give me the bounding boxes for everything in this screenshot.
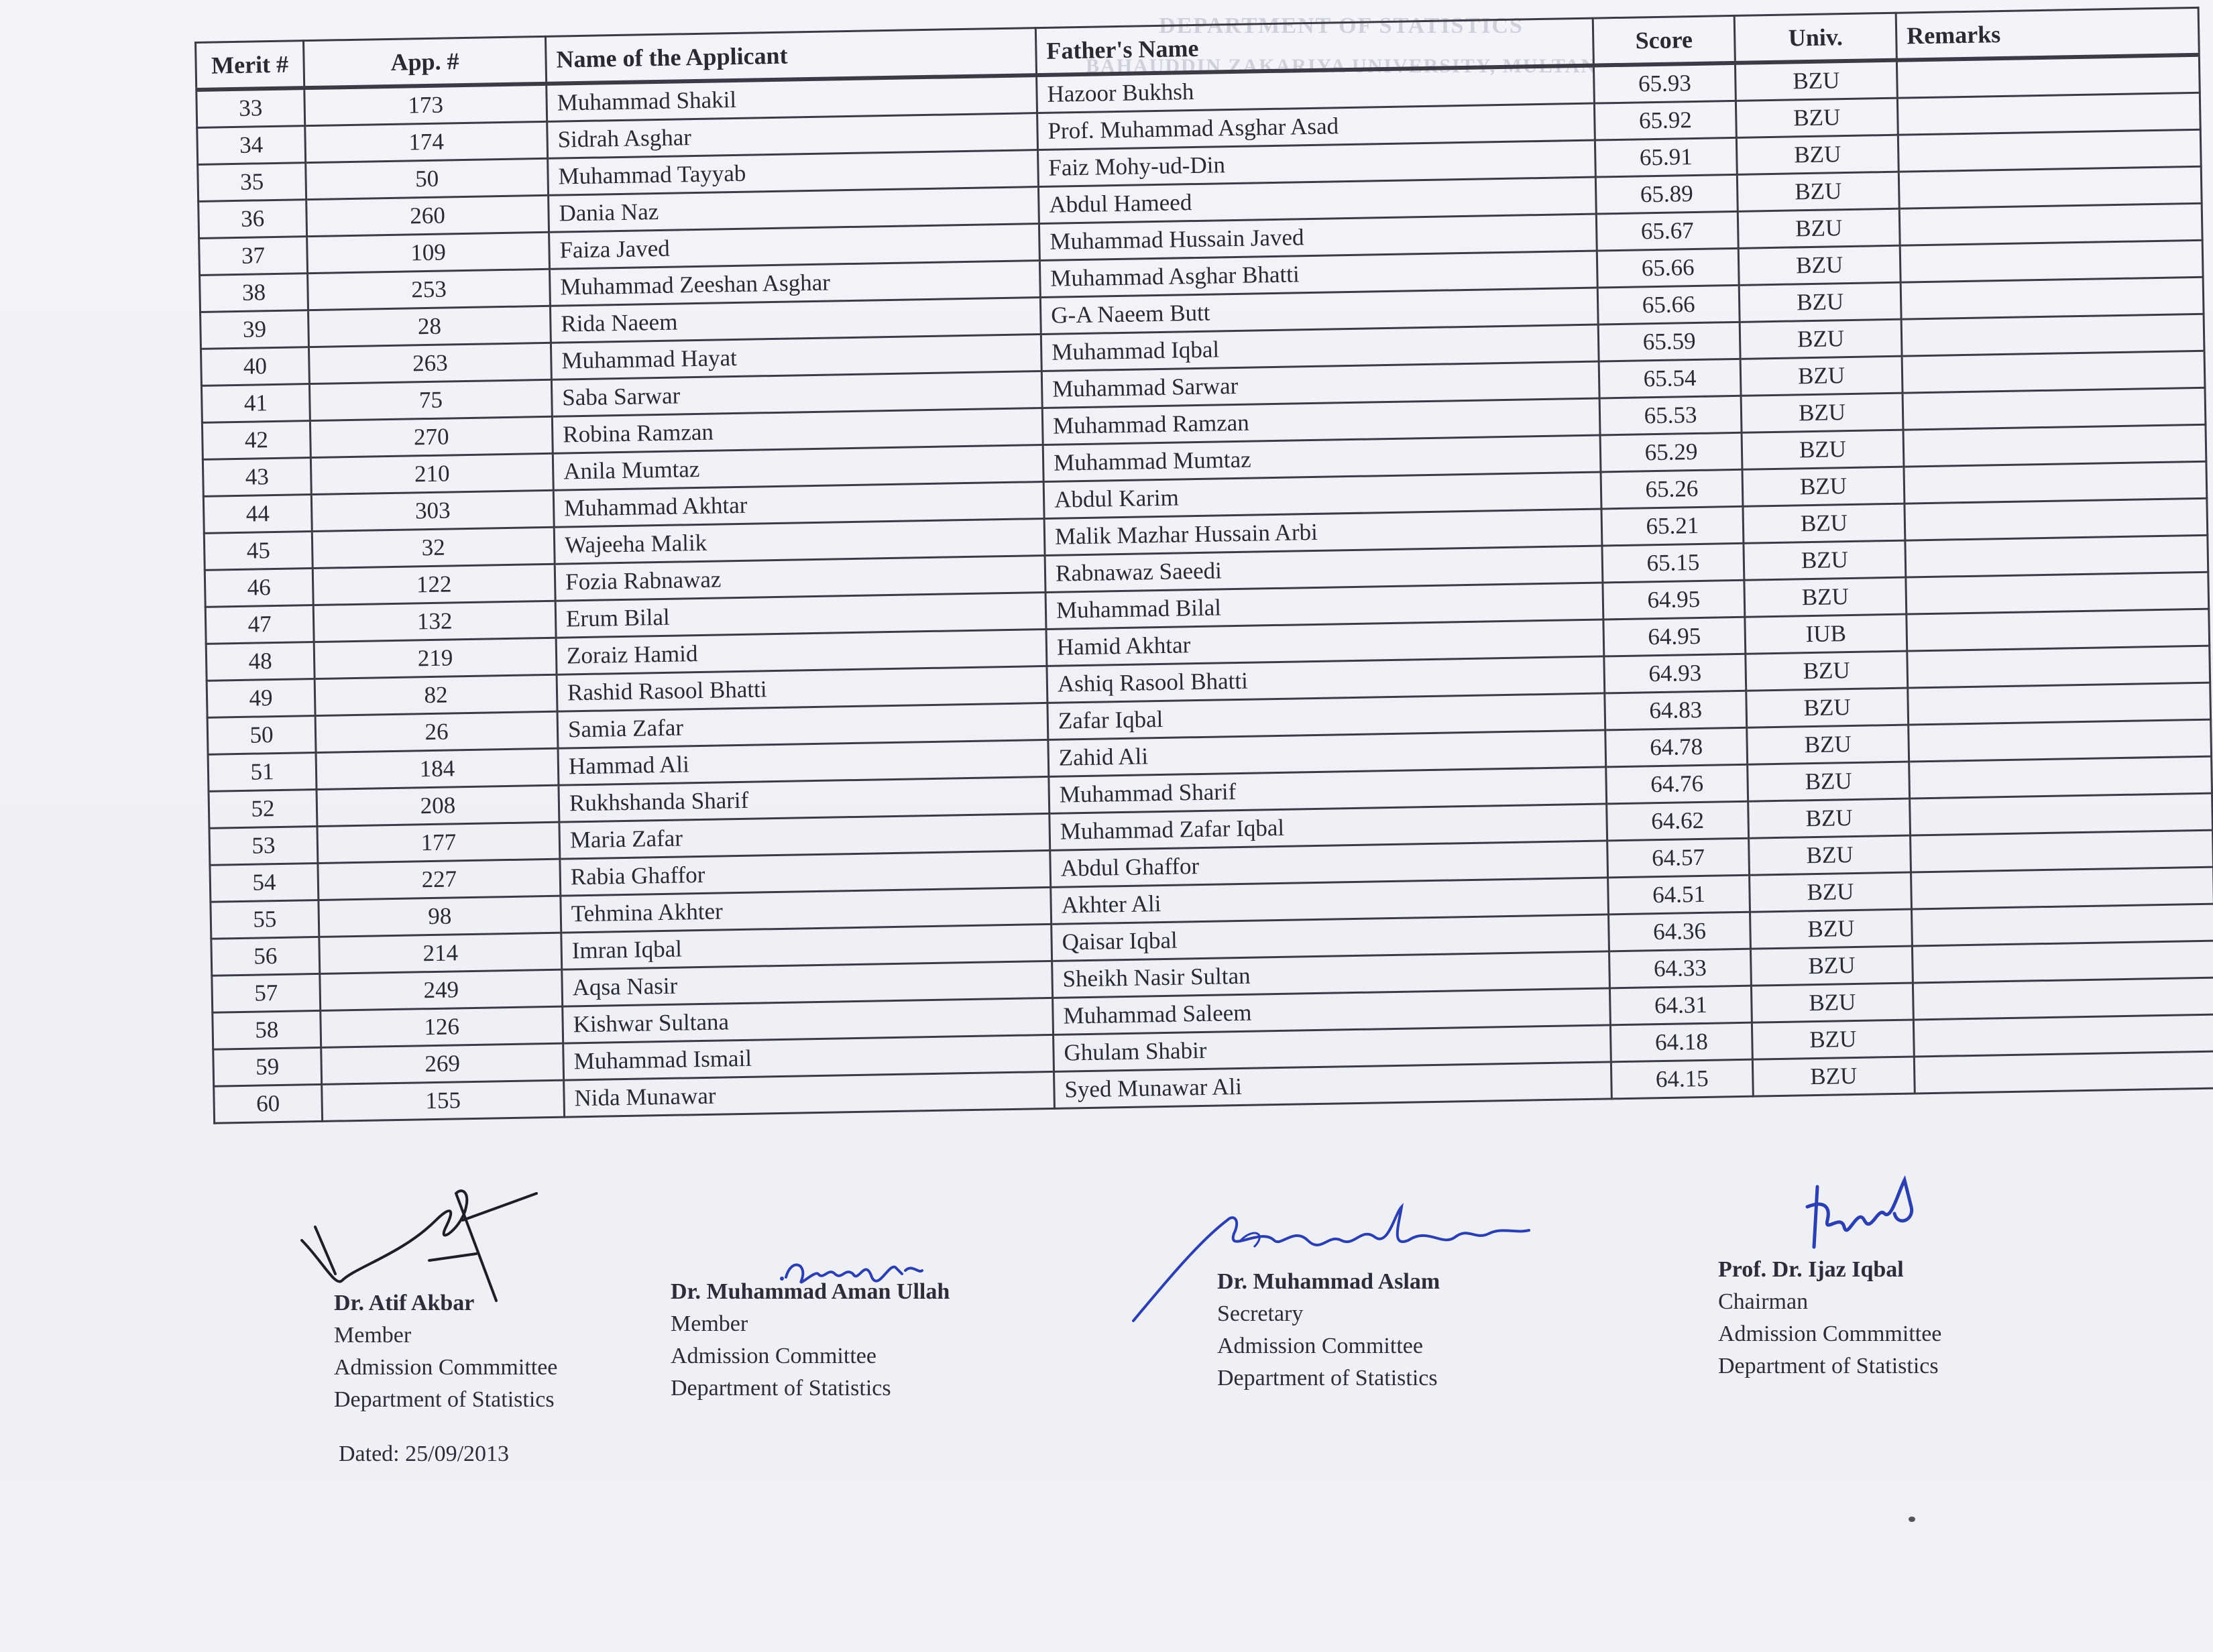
cell-father-name: Prof. Muhammad Asghar Asad <box>1037 103 1595 150</box>
cell-merit: 45 <box>204 532 313 571</box>
cell-univ: BZU <box>1740 319 1902 359</box>
cell-app: 174 <box>305 121 548 162</box>
cell-univ: BZU <box>1744 577 1907 617</box>
cell-applicant-name: Aqsa Nasir <box>562 961 1053 1006</box>
cell-father-name: Abdul Karim <box>1043 472 1601 518</box>
cell-app: 26 <box>315 711 558 752</box>
cell-score: 65.26 <box>1601 469 1743 509</box>
cell-applicant-name: Fozia Rabnawaz <box>555 555 1045 601</box>
cell-univ: BZU <box>1748 762 1910 801</box>
cell-father-name: Ghulam Shabir <box>1054 1025 1611 1071</box>
cell-score: 65.54 <box>1599 359 1741 398</box>
cell-app: 132 <box>313 601 556 642</box>
cell-app: 177 <box>317 822 560 863</box>
cell-score: 64.57 <box>1607 838 1750 878</box>
signatory-department: Department of Statistics <box>334 1387 555 1412</box>
cell-score: 65.29 <box>1600 432 1742 472</box>
dated-line: Dated: 25/09/2013 <box>339 1441 510 1466</box>
cell-univ: BZU <box>1736 135 1898 174</box>
cell-score: 64.76 <box>1606 764 1748 804</box>
cell-score: 64.62 <box>1607 801 1749 841</box>
signatory-department: Department of Statistics <box>1217 1366 1438 1391</box>
cell-father-name: G-A Naeem Butt <box>1040 288 1598 334</box>
cell-merit: 40 <box>201 347 310 386</box>
header-remarks: Remarks <box>1896 7 2199 60</box>
cell-univ: BZU <box>1747 725 1909 764</box>
cell-app: 214 <box>319 933 562 973</box>
cell-merit: 35 <box>198 163 306 202</box>
cell-applicant-name: Erum Bilal <box>555 592 1046 638</box>
cell-merit: 42 <box>202 421 310 460</box>
cell-merit: 50 <box>207 716 316 755</box>
cell-univ: BZU <box>1751 983 1913 1022</box>
cell-univ: BZU <box>1740 356 1903 396</box>
cell-app: 249 <box>320 969 563 1010</box>
cell-applicant-name: Kishwar Sultana <box>563 998 1054 1043</box>
cell-applicant-name: Robina Ramzan <box>552 408 1043 454</box>
cell-merit: 54 <box>210 863 319 902</box>
cell-merit: 38 <box>200 274 308 312</box>
cell-father-name: Muhammad Asghar Bhatti <box>1039 251 1597 297</box>
cell-univ: BZU <box>1738 245 1900 285</box>
cell-score: 64.78 <box>1605 727 1748 767</box>
cell-score: 65.89 <box>1595 174 1738 214</box>
cell-applicant-name: Tehmina Akhter <box>561 887 1052 933</box>
cell-app: 50 <box>306 158 549 199</box>
signatory-name: Prof. Dr. Ijaz Iqbal <box>1718 1257 1904 1282</box>
signatory-role: Member <box>334 1323 412 1348</box>
cell-app: 82 <box>315 674 557 715</box>
bleed-header-line1: DEPARTMENT OF STATISTICS <box>1159 13 1524 38</box>
cell-applicant-name: Hammad Ali <box>558 740 1049 785</box>
signatory-role: Secretary <box>1217 1301 1304 1326</box>
cell-score: 64.33 <box>1609 949 1752 988</box>
cell-merit: 39 <box>201 310 309 349</box>
cell-merit: 46 <box>205 569 313 607</box>
cell-merit: 57 <box>212 973 321 1012</box>
cell-merit: 58 <box>213 1010 321 1049</box>
cell-score: 64.93 <box>1604 654 1746 693</box>
cell-app: 28 <box>308 306 551 347</box>
cell-score: 65.15 <box>1602 543 1744 583</box>
cell-score: 65.91 <box>1595 137 1737 177</box>
cell-univ: BZU <box>1741 393 1903 432</box>
cell-father-name: Zafar Iqbal <box>1047 693 1605 740</box>
cell-merit: 48 <box>206 642 315 681</box>
cell-univ: BZU <box>1742 430 1904 469</box>
cell-score: 65.93 <box>1593 63 1736 103</box>
cell-univ: BZU <box>1738 209 1900 248</box>
cell-univ: BZU <box>1739 282 1901 322</box>
cell-univ: BZU <box>1750 909 1913 949</box>
cell-app: 208 <box>317 785 559 826</box>
cell-score: 64.95 <box>1603 617 1746 656</box>
signatory-committee: Admission Committee <box>671 1344 876 1368</box>
cell-app: 210 <box>310 453 553 494</box>
signatory-muhammad-aslam <box>1217 1266 1440 1395</box>
cell-father-name: Hazoor Bukhsh <box>1037 66 1595 113</box>
cell-applicant-name: Saba Sarwar <box>551 371 1042 417</box>
header-score: Score <box>1593 15 1735 65</box>
cell-score: 64.15 <box>1611 1059 1753 1099</box>
signatory-aman-ullah <box>671 1276 950 1405</box>
cell-univ: BZU <box>1743 504 1905 543</box>
cell-score: 64.36 <box>1609 912 1751 951</box>
cell-applicant-name: Wajeeha Malik <box>554 518 1045 564</box>
cell-univ: BZU <box>1752 1057 1915 1096</box>
signatory-department: Department of Statistics <box>671 1376 891 1401</box>
cell-father-name: Muhammad Ramzan <box>1042 398 1600 445</box>
header-merit: Merit # <box>196 41 304 90</box>
cell-father-name: Muhammad Mumtaz <box>1043 435 1601 481</box>
cell-score: 65.53 <box>1599 396 1742 435</box>
cell-univ: BZU <box>1746 651 1908 691</box>
signatory-name: Dr. Muhammad Aman Ullah <box>671 1279 950 1304</box>
cell-score: 65.66 <box>1597 285 1740 324</box>
cell-applicant-name: Imran Iqbal <box>561 924 1052 969</box>
cell-univ: BZU <box>1752 1020 1914 1059</box>
signatory-committee: Admission Committee <box>1217 1334 1423 1358</box>
cell-app: 227 <box>318 859 561 900</box>
signatory-committee: Admission Commmittee <box>334 1355 558 1380</box>
cell-applicant-name: Sidrah Asghar <box>547 113 1038 159</box>
cell-applicant-name: Muhammad Akhtar <box>553 482 1044 528</box>
cell-father-name: Muhammad Iqbal <box>1041 324 1599 371</box>
cell-app: 126 <box>321 1006 563 1047</box>
cell-father-name: Rabnawaz Saeedi <box>1045 546 1603 592</box>
cell-father-name: Abdul Hameed <box>1038 177 1596 223</box>
cell-father-name: Muhammad Sarwar <box>1041 361 1599 408</box>
header-univ: Univ. <box>1734 13 1896 63</box>
cell-merit: 34 <box>197 126 306 165</box>
cell-app: 269 <box>321 1043 564 1084</box>
cell-applicant-name: Rida Naeem <box>550 298 1041 343</box>
cell-univ: BZU <box>1737 172 1899 211</box>
cell-merit: 59 <box>213 1047 322 1086</box>
cell-applicant-name: Muhammad Tayyab <box>548 150 1039 196</box>
header-name: Name of the Applicant <box>545 28 1036 84</box>
cell-merit: 33 <box>196 88 305 127</box>
cell-score: 65.66 <box>1597 248 1739 288</box>
cell-applicant-name: Rashid Rasool Bhatti <box>557 666 1047 711</box>
cell-merit: 37 <box>199 237 308 276</box>
cell-score: 64.83 <box>1605 691 1747 730</box>
cell-merit: 47 <box>205 605 314 644</box>
cell-father-name: Hamid Akhtar <box>1046 620 1604 666</box>
header-app: App. # <box>304 36 547 88</box>
cell-app: 32 <box>312 527 555 568</box>
cell-univ: BZU <box>1735 60 1897 101</box>
cell-applicant-name: Nida Munawar <box>564 1071 1055 1117</box>
cell-father-name: Qaisar Iqbal <box>1052 914 1609 961</box>
cell-merit: 52 <box>209 789 317 828</box>
cell-score: 64.95 <box>1603 580 1745 620</box>
signatory-ijaz-iqbal <box>1718 1254 1941 1382</box>
cell-father-name: Malik Mazhar Hussain Arbi <box>1044 509 1602 555</box>
cell-app: 173 <box>304 84 547 126</box>
cell-univ: BZU <box>1749 835 1911 875</box>
cell-merit: 41 <box>201 384 310 423</box>
cell-merit: 53 <box>209 826 318 865</box>
cell-father-name: Muhammad Saleem <box>1053 988 1611 1035</box>
cell-merit: 51 <box>208 753 317 792</box>
cell-app: 155 <box>322 1080 565 1121</box>
cell-applicant-name: Rukhshanda Sharif <box>559 776 1049 822</box>
cell-father-name: Akhter Ali <box>1051 878 1609 924</box>
cell-applicant-name: Dania Naz <box>549 187 1039 233</box>
cell-univ: BZU <box>1750 872 1912 912</box>
cell-father-name: Muhammad Hussain Javed <box>1039 214 1597 260</box>
signature-ijaz-iqbal <box>1804 1167 1925 1260</box>
cell-merit: 36 <box>198 200 307 239</box>
signatory-name: Dr. Atif Akbar <box>334 1291 475 1315</box>
cell-father-name: Syed Munawar Ali <box>1054 1062 1612 1108</box>
cell-univ: IUB <box>1745 614 1907 654</box>
cell-father-name: Muhammad Sharif <box>1049 767 1607 813</box>
cell-univ: BZU <box>1742 467 1905 506</box>
cell-univ: BZU <box>1746 688 1909 727</box>
cell-father-name: Abdul Ghaffor <box>1050 841 1608 887</box>
cell-merit: 60 <box>214 1084 323 1123</box>
cell-applicant-name: Muhammad Ismail <box>563 1035 1054 1080</box>
cell-merit: 56 <box>211 937 320 976</box>
cell-univ: BZU <box>1748 799 1911 838</box>
cell-applicant-name: Muhammad Shakil <box>547 75 1037 121</box>
cell-app: 109 <box>307 232 550 273</box>
cell-applicant-name: Muhammad Hayat <box>551 335 1041 380</box>
cell-applicant-name: Muhammad Zeeshan Asghar <box>550 261 1041 306</box>
cell-father-name: Sheikh Nasir Sultan <box>1052 951 1610 998</box>
cell-score: 64.18 <box>1610 1022 1752 1062</box>
cell-applicant-name: Samia Zafar <box>557 703 1048 748</box>
cell-applicant-name: Maria Zafar <box>559 813 1050 859</box>
signatory-role: Member <box>671 1311 748 1336</box>
cell-univ: BZU <box>1744 540 1906 580</box>
cell-score: 64.51 <box>1608 875 1750 914</box>
cell-app: 219 <box>314 638 557 678</box>
cell-score: 65.59 <box>1598 322 1740 361</box>
cell-score: 64.31 <box>1609 986 1752 1025</box>
signatory-role: Chairman <box>1718 1289 1809 1314</box>
cell-score: 65.92 <box>1594 101 1736 140</box>
cell-applicant-name: Rabia Ghaffor <box>560 850 1051 896</box>
signatory-department: Department of Statistics <box>1718 1354 1939 1378</box>
cell-applicant-name: Anila Mumtaz <box>553 445 1043 491</box>
header-father: Father's Name <box>1035 18 1593 75</box>
cell-app: 270 <box>310 416 553 457</box>
cell-merit: 43 <box>203 458 311 497</box>
cell-univ: BZU <box>1736 98 1898 137</box>
cell-father-name: Muhammad Zafar Iqbal <box>1049 804 1607 850</box>
cell-univ: BZU <box>1750 946 1913 986</box>
cell-father-name: Faiz Mohy-ud-Din <box>1038 140 1596 186</box>
cell-father-name: Zahid Ali <box>1048 730 1606 776</box>
cell-father-name: Ashiq Rasool Bhatti <box>1047 656 1605 703</box>
signatory-name: Dr. Muhammad Aslam <box>1217 1269 1440 1294</box>
cell-score: 65.21 <box>1601 506 1744 546</box>
cell-applicant-name: Faiza Javed <box>549 224 1040 270</box>
cell-app: 253 <box>308 269 551 310</box>
cell-app: 303 <box>311 490 554 531</box>
cell-app: 98 <box>319 896 561 937</box>
signatory-atif-akbar <box>334 1287 557 1416</box>
cell-app: 184 <box>316 748 559 789</box>
cell-app: 260 <box>306 195 549 236</box>
cell-app: 263 <box>308 343 551 384</box>
cell-merit: 49 <box>207 679 315 718</box>
cell-merit: 55 <box>211 900 319 939</box>
cell-merit: 44 <box>203 495 312 534</box>
ink-speck <box>1909 1517 1915 1522</box>
signatory-committee: Admission Commmittee <box>1718 1321 1942 1346</box>
bleed-header-line2: BAHAUDDIN ZAKARIYA UNIVERSITY, MULTAN <box>1086 55 1597 77</box>
cell-applicant-name: Zoraiz Hamid <box>556 629 1047 674</box>
cell-app: 75 <box>309 379 552 420</box>
cell-app: 122 <box>313 564 555 605</box>
cell-score: 65.67 <box>1596 211 1738 251</box>
cell-father-name: Muhammad Bilal <box>1045 583 1603 629</box>
